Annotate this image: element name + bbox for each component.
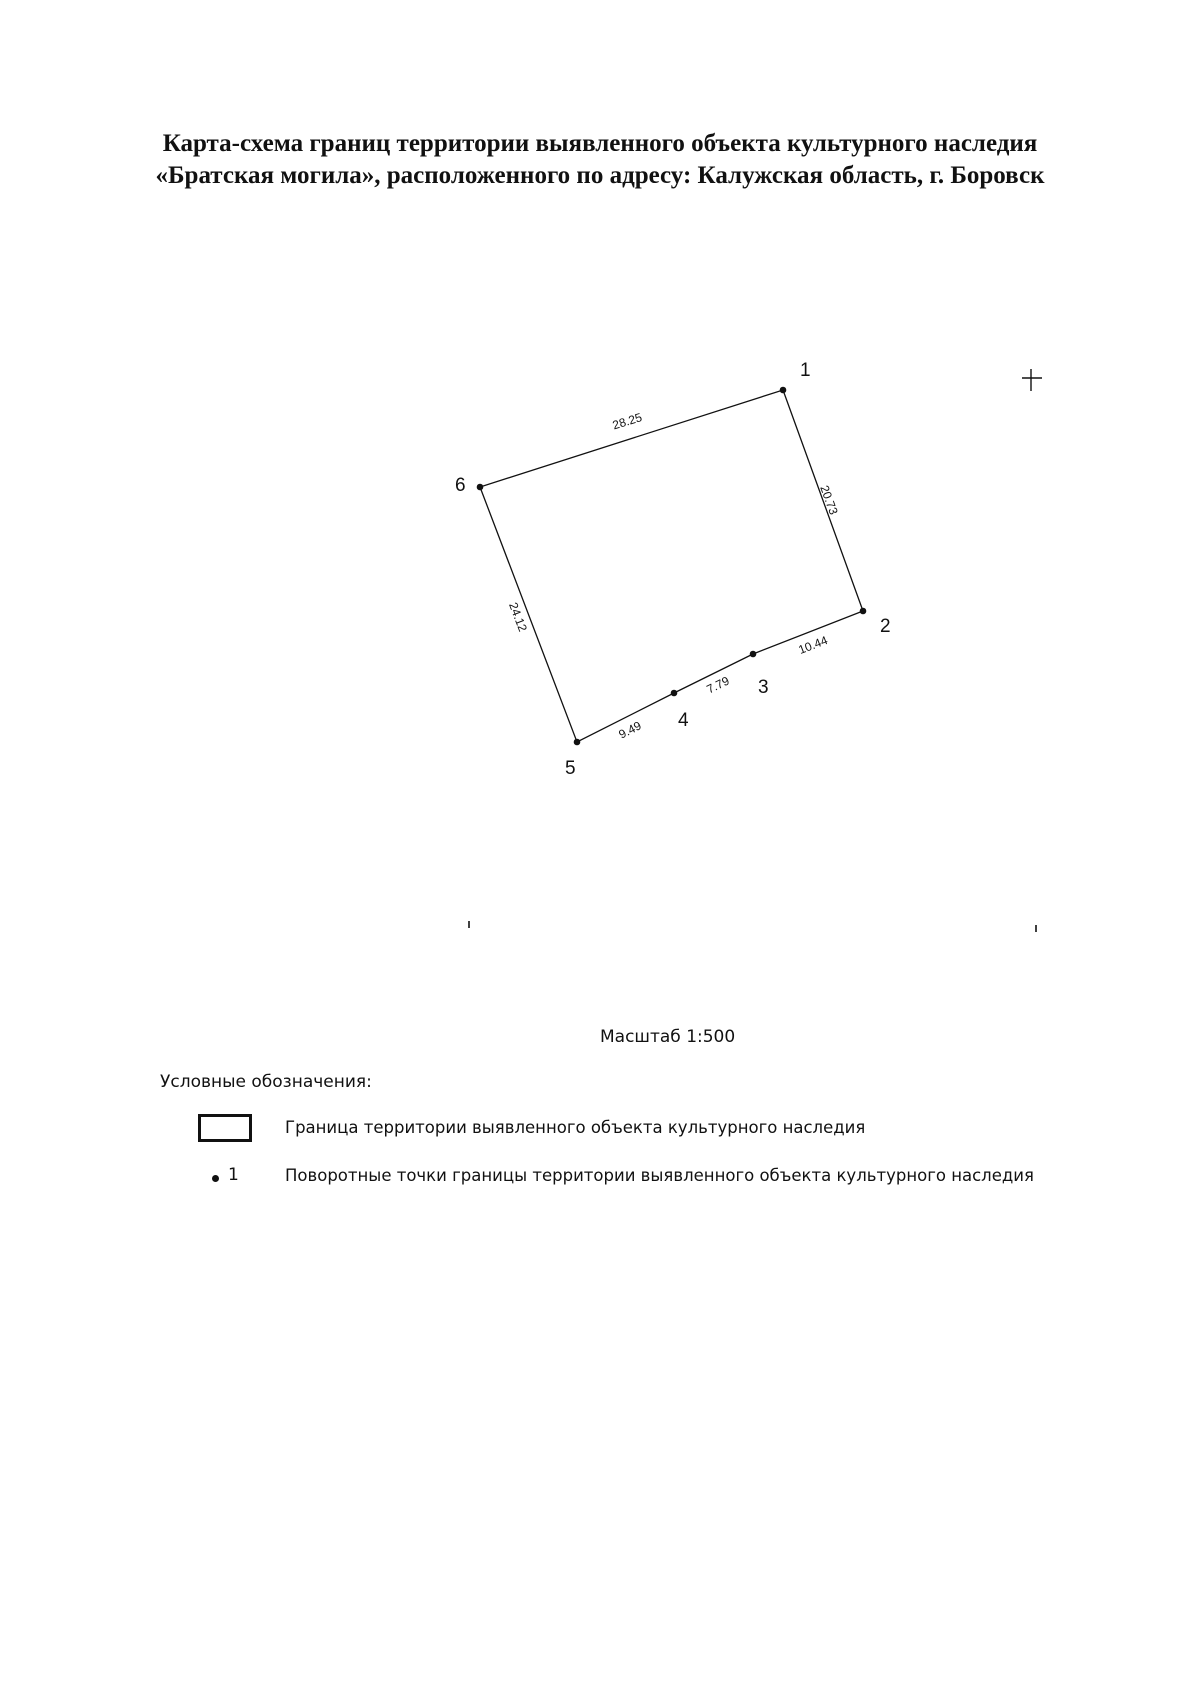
length-label-6-1: 28.25 bbox=[610, 410, 644, 433]
length-label-3-4: 7.79 bbox=[704, 673, 732, 697]
vertex-2 bbox=[860, 608, 867, 615]
vertex-label-2: 2 bbox=[880, 616, 891, 637]
vertex-labels bbox=[455, 360, 891, 779]
vertex-6 bbox=[477, 484, 484, 491]
map-title-line-1: Карта-схема границ территории выявленного объекта культурного наследия bbox=[162, 130, 1038, 157]
legend-item-points-text: Поворотные точки границы территории выявленного объекта культурного наследия bbox=[285, 1166, 1034, 1185]
vertex-1 bbox=[780, 387, 787, 394]
vertex-label-3: 3 bbox=[758, 677, 769, 698]
length-label-2-3: 10.44 bbox=[796, 633, 830, 657]
vertex-4 bbox=[671, 690, 678, 697]
vertex-label-4: 4 bbox=[678, 710, 689, 731]
length-label-4-5: 9.49 bbox=[616, 718, 644, 742]
vertex-label-6: 6 bbox=[455, 475, 466, 496]
vertex-3 bbox=[750, 651, 757, 658]
legend-item-points bbox=[0, 1163, 1200, 1197]
vertex-label-5: 5 bbox=[565, 758, 576, 779]
boundary-symbol-icon bbox=[198, 1114, 252, 1142]
length-label-5-6: 24.12 bbox=[506, 600, 530, 634]
boundary-polygon bbox=[480, 390, 863, 742]
map-title-line-2: «Братская могила», расположенного по адресу: Калужская область, г. Боровск bbox=[155, 162, 1045, 189]
scale-label: Масштаб 1:500 bbox=[600, 1027, 736, 1047]
vertex-5 bbox=[574, 739, 581, 746]
legend-point-number: 1 bbox=[228, 1165, 239, 1185]
grid-crosshair-mark bbox=[1022, 369, 1042, 391]
length-label-1-2: 20.73 bbox=[817, 483, 841, 517]
point-symbol-icon bbox=[212, 1175, 219, 1182]
legend-item-boundary-text: Граница территории выявленного объекта культурного наследия bbox=[285, 1118, 866, 1137]
legend-title: Условные обозначения: bbox=[160, 1072, 372, 1092]
vertex-label-1: 1 bbox=[800, 360, 811, 381]
boundary-vertices bbox=[477, 387, 867, 746]
legend-item-boundary bbox=[0, 1114, 1200, 1148]
